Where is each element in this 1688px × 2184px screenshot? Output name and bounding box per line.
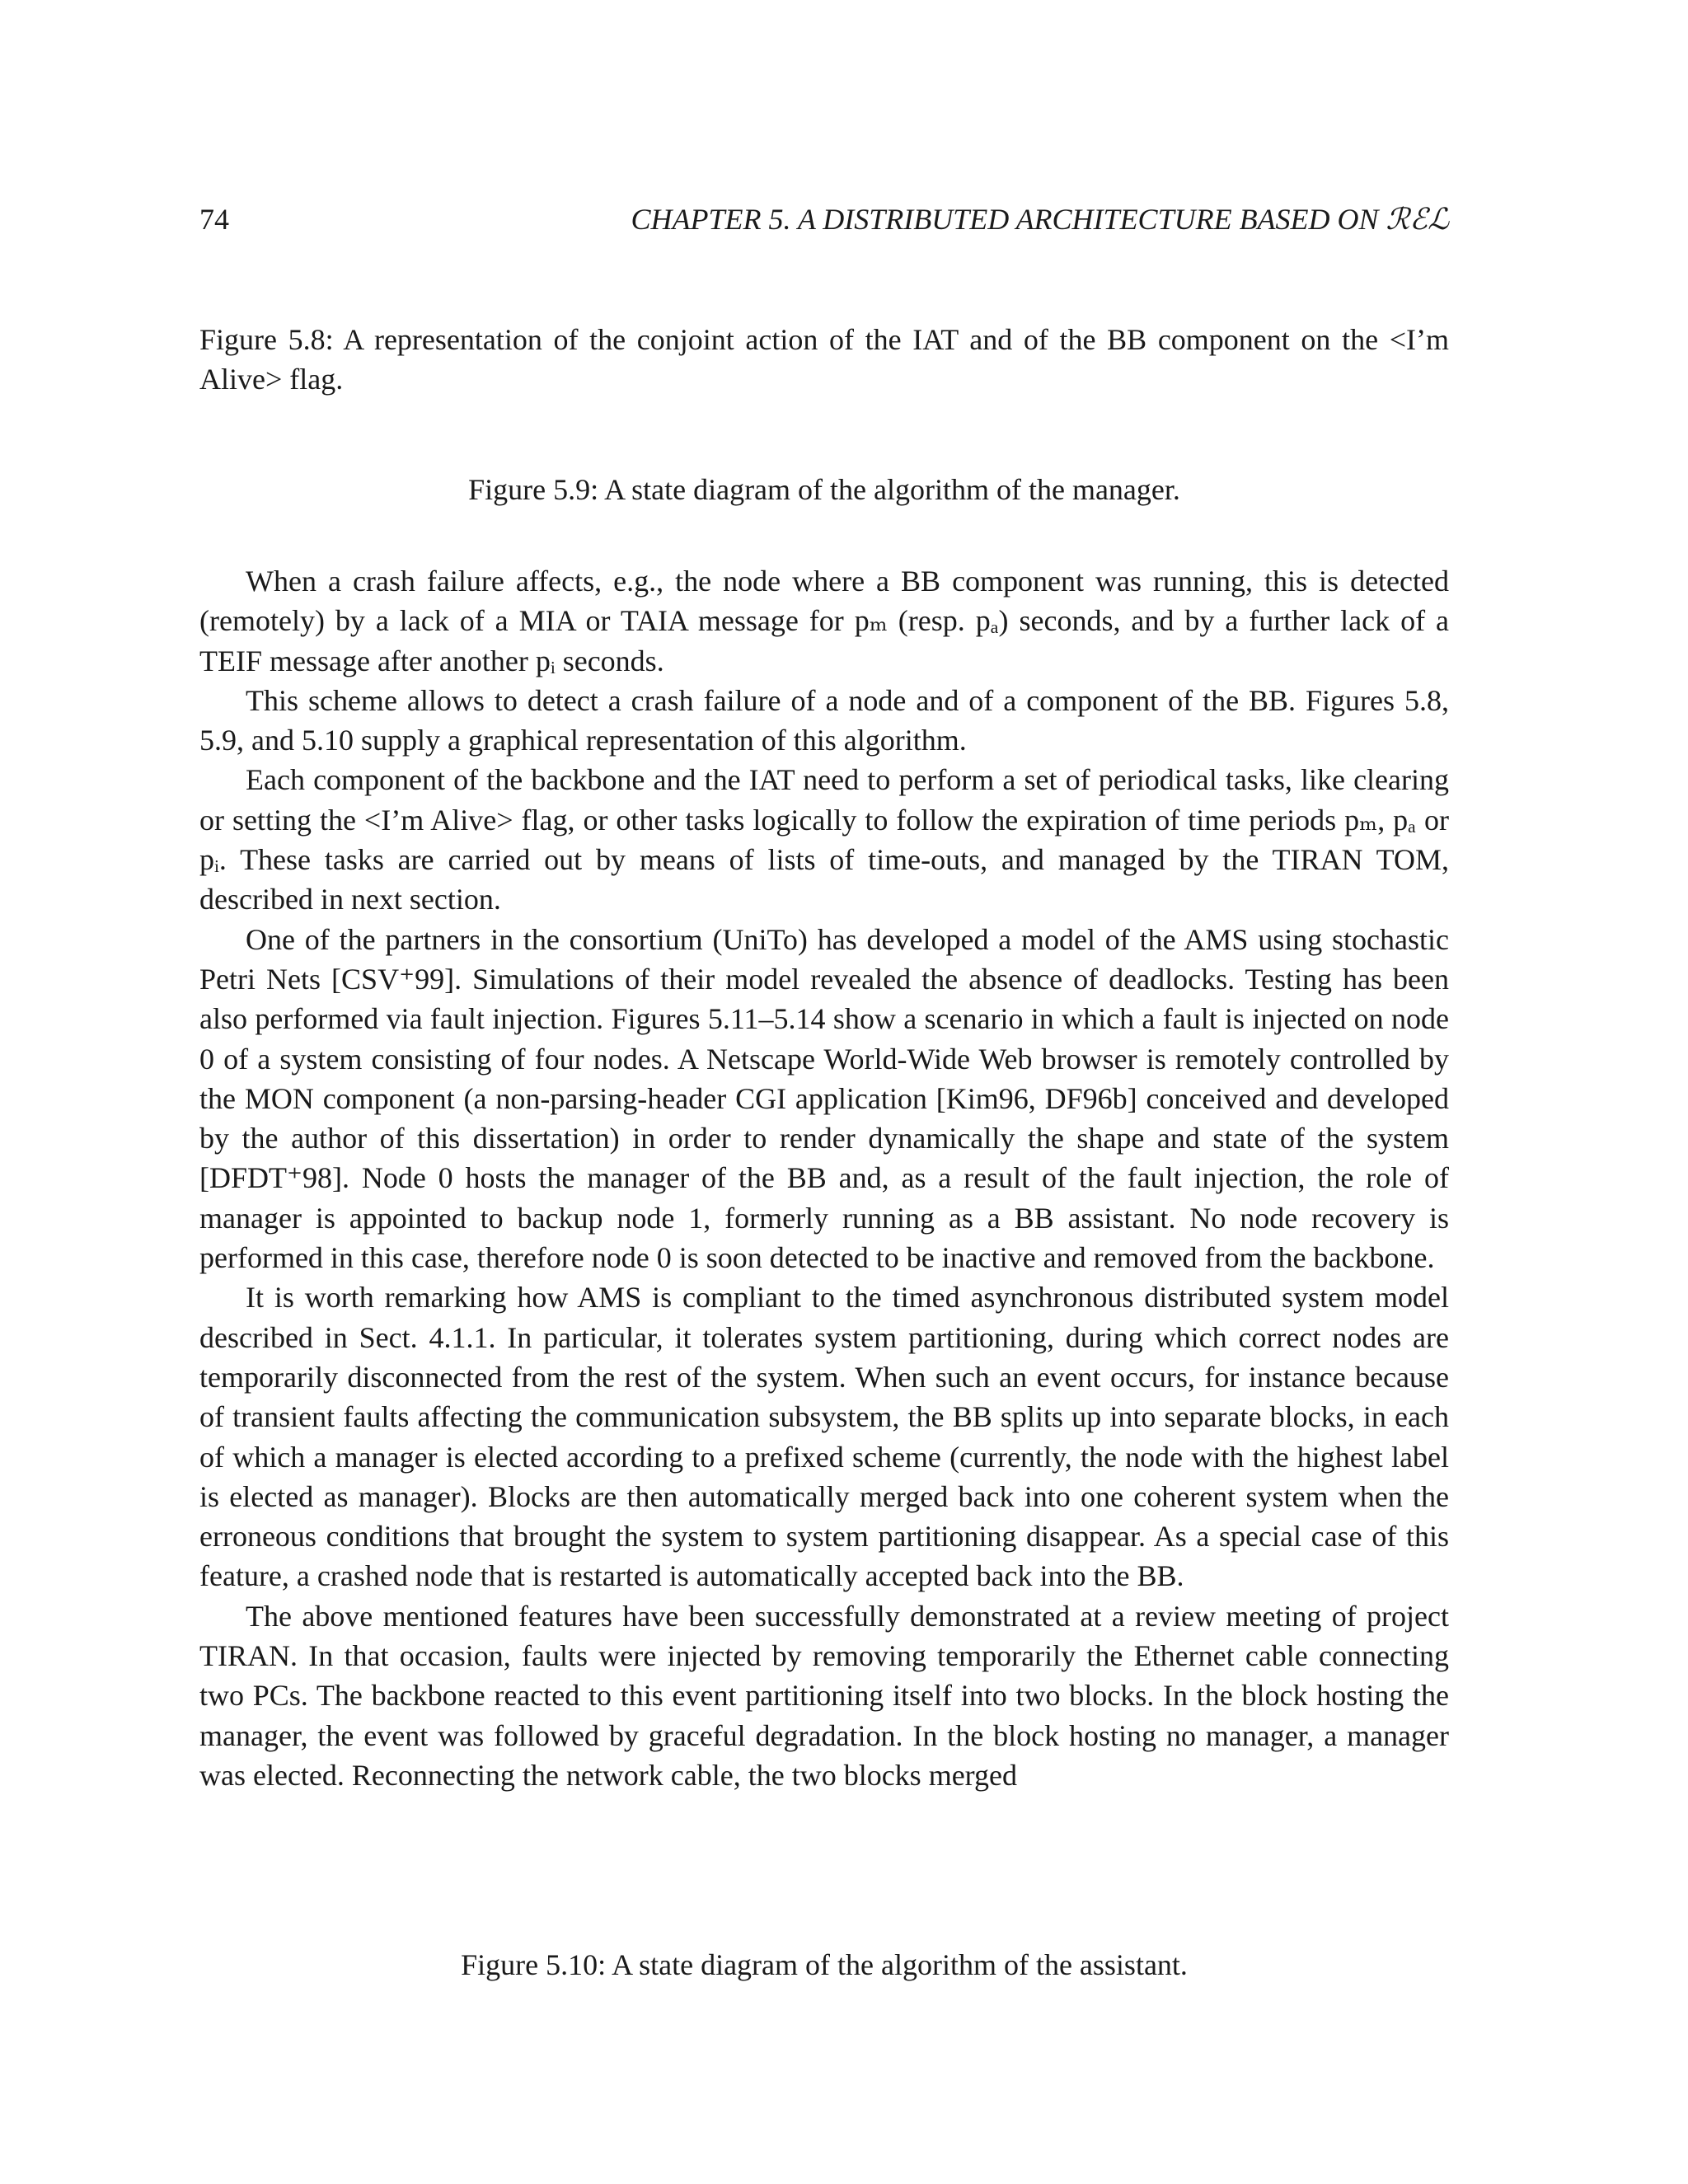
paragraph-review-meeting: The above mentioned features have been successfully demonstrated at a review meeting of project TIRAN. In that occasion, faults were injected by removing temporarily the Ethernet cable connecting two PCs. The backbone reacted to this event partitioning itself into two blocks. In the block hosting the manager, the event was followed by graceful degradation. In the block hosting no manager, a manager was elected. Reconnecting the network cable, the two blocks merged [199,1599,1449,1792]
figure-5-9-caption: Figure 5.9: A state diagram of the algorithm of the manager. [468,473,1180,506]
paragraph-periodical-tasks: Each component of the backbone and the IAT need to perform a set of periodical tasks, like clearing or setting the <I’m Alive> flag, or other tasks logically to follow the expiration of time periods pₘ, pₐ or pᵢ. These tasks are carried out by means of lists of time-outs, and managed by the TIRAN TOM, described in next section. [199,763,1449,916]
figure-5-10-caption: Figure 5.10: A state diagram of the algorithm of the assistant. [461,1948,1188,1981]
figure-5-8-caption: Figure 5.8: A representation of the conjoint action of the IAT and of the BB component on the <I’m Alive> flag. [199,323,1449,396]
paragraph-scheme: This scheme allows to detect a crash failure of a node and of a component of the BB. Figures 5.8, 5.9, and 5.10 supply a graphical representation of this algorithm. [199,683,1449,757]
page-number: 74 [199,203,229,236]
running-head: CHAPTER 5. A DISTRIBUTED ARCHITECTURE BASED ON ℛℰℒ [631,203,1449,236]
paragraph-partitioning: It is worth remarking how AMS is compliant to the timed asynchronous distributed system model described in Sect. 4.1.1. In particular, it tolerates system partitioning, during which correct nodes are temporarily disconnected from the rest of the system. When such an event occurs, for instance because of transient faults affecting the communication subsystem, the BB splits up into separate blocks, in each of which a manager is elected according to a prefixed scheme (currently, the node with the highest label is elected as manager). Blocks are then automatically merged back into one coherent system when the erroneous conditions that brought the system to system partitioning disappear. As a special case of this feature, a crashed node that is restarted is automatically accepted back into the BB. [199,1281,1449,1593]
paragraph-petri-nets: One of the partners in the consortium (UniTo) has developed a model of the AMS using stochastic Petri Nets [CSV⁺99]. Simulations of their model revealed the absence of deadlocks. Testing has been also performed via fault injection. Figures 5.11–5.14 show a scenario in which a fault is injected on node 0 of a system consisting of four nodes. A Netscape World-Wide Web browser is remotely controlled by the MON component (a non-parsing-header CGI application [Kim96, DF96b] conceived and developed by the author of this dissertation) in order to render dynamically the shape and state of the system [DFDT⁺98]. Node 0 hosts the manager of the BB and, as a result of the fault injection, the role of manager is appointed to backup node 1, formerly running as a BB assistant. No node recovery is performed in this case, therefore node 0 is soon detected to be inactive and removed from the backbone. [199,922,1449,1275]
body-text [199,561,1449,1795]
paragraph-crash-detection: When a crash failure affects, e.g., the node where a BB component was running, this is detected (remotely) by a lack of a MIA or TAIA message for pₘ (resp. pₐ) seconds, and by a further lack of a TEIF message after another pᵢ seconds. [199,565,1449,677]
